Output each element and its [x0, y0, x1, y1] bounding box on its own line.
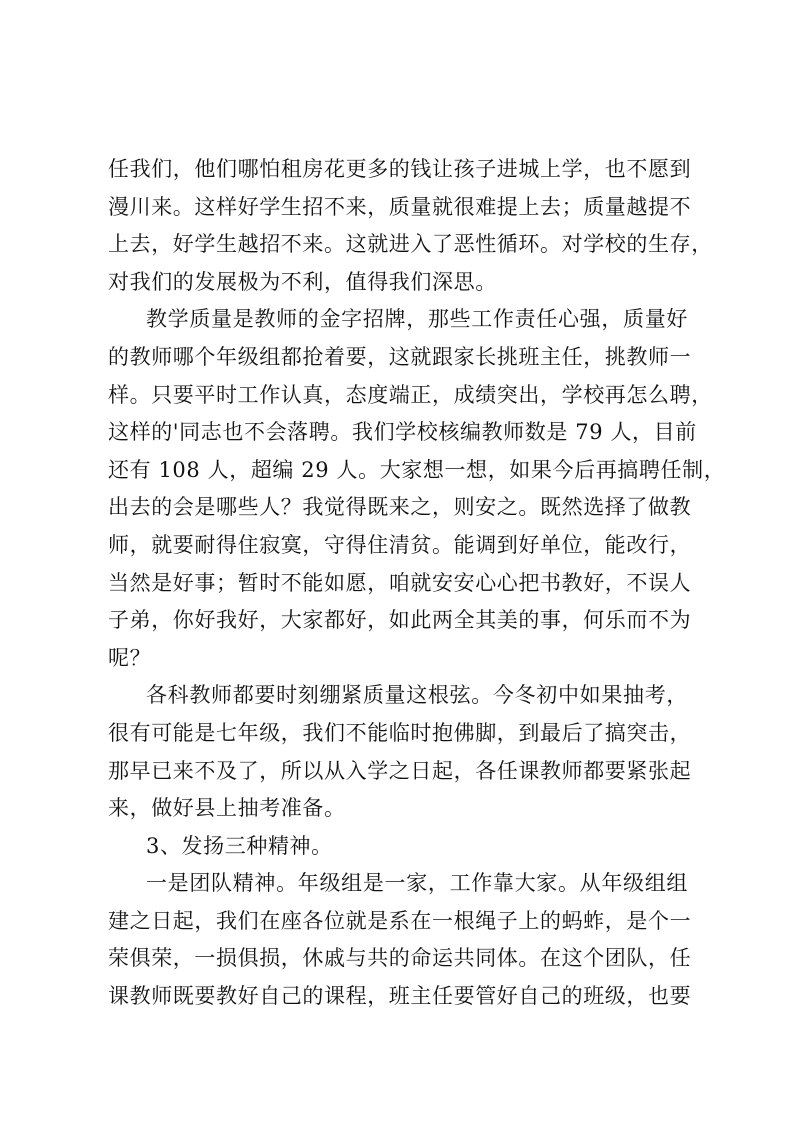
text-line: 上去，好学生越招不来。这就进入了恶性循环。对学校的生存， — [108, 232, 713, 257]
text-line: 这样的'同志也不会落聘。我们学校核编教师数是 79 人，目前 — [108, 420, 697, 445]
document-body — [108, 151, 726, 1016]
text-line: 那早已来不及了，所以从入学之日起，各任课教师都要紧张起 — [108, 758, 692, 783]
text-line: 来，做好县上抽考准备。 — [108, 796, 346, 821]
section-heading: 3、发扬三种精神。 — [146, 833, 333, 858]
text-line: 教学质量是教师的金字招牌，那些工作责任心强，质量好 — [146, 307, 688, 332]
text-line: 对我们的发展极为不利，值得我们深思。 — [108, 269, 497, 294]
text-line: 课教师既要教好自己的课程，班主任要管好自己的班级，也要 — [108, 984, 692, 1009]
text-line: 子弟，你好我好，大家都好，如此两全其美的事，何乐而不为 — [108, 608, 692, 633]
text-line: 师，就要耐得住寂寞，守得住清贫。能调到好单位，能改行， — [108, 532, 692, 557]
text-line: 还有 108 人，超编 29 人。大家想一想，如果今后再搞聘任制， — [108, 457, 726, 482]
text-line: 漫川来。这样好学生招不来，质量就很难提上去；质量越提不 — [108, 194, 692, 219]
text-line: 出去的会是哪些人？我觉得既来之，则安之。既然选择了做教 — [108, 495, 692, 520]
text-line: 一是团队精神。年级组是一家，工作靠大家。从年级组组 — [146, 871, 688, 896]
text-line: 荣俱荣，一损俱损，休戚与共的命运共同体。在这个团队，任 — [108, 946, 692, 971]
text-line: 样。只要平时工作认真，态度端正，成绩突出，学校再怎么聘， — [108, 382, 713, 407]
text-line: 很有可能是七年级，我们不能临时抱佛脚，到最后了搞突击， — [108, 720, 692, 745]
text-line: 任我们，他们哪怕租房花更多的钱让孩子进城上学，也不愿到 — [108, 157, 692, 181]
text-line: 建之日起，我们在座各位就是系在一根绳子上的蚂蚱，是个一 — [108, 908, 692, 933]
text-line: 的教师哪个年级组都抢着要，这就跟家长挑班主任，挑教师一 — [108, 344, 692, 369]
text-line: 呢？ — [108, 645, 152, 670]
text-line: 各科教师都要时刻绷紧质量这根弦。今冬初中如果抽考， — [146, 683, 688, 708]
text-line: 当然是好事；暂时不能如愿，咱就安安心心把书教好，不误人 — [108, 570, 692, 595]
